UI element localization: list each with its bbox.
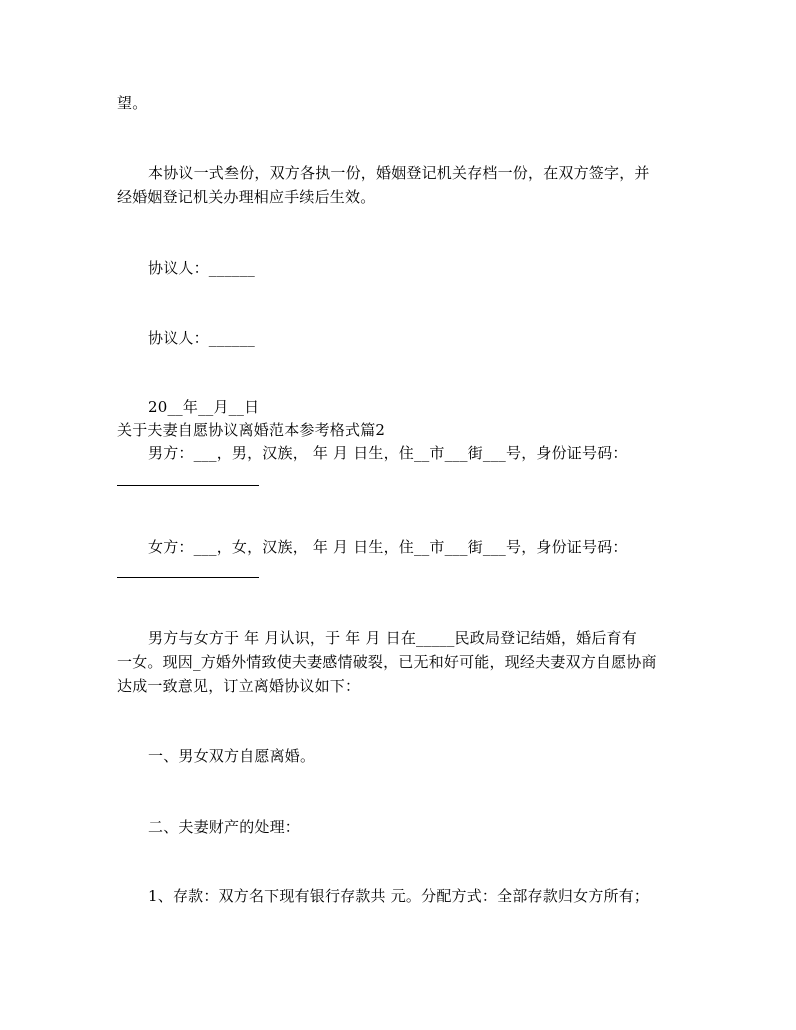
marriage-paragraph-line-1: 男方与女方于 年 月认识，于 年 月 日在_____民政局登记结婚，婚后育有 <box>148 629 637 647</box>
female-id-number-blank <box>117 577 259 578</box>
clause-two-heading: 二、夫妻财产的处理： <box>148 818 301 836</box>
male-party-info: 男方：___，男，汉族， 年 月 日生，住__市___街___号，身份证号码： <box>148 444 628 462</box>
paragraph-copies-line-2: 经婚姻登记机关办理相应手续后生效。 <box>117 188 376 206</box>
marriage-paragraph-line-2: 一女。现因_方婚外情致使夫妻感情破裂，已无和好可能，现经夫妻双方自愿协商 <box>117 653 657 671</box>
section-title: 关于夫妻自愿协议离婚范本参考格式篇2 <box>117 421 386 439</box>
clause-one: 一、男女双方自愿离婚。 <box>148 747 316 765</box>
paragraph-copies-line-1: 本协议一式叁份，双方各执一份，婚姻登记机关存档一份，在双方签字，并 <box>148 164 650 182</box>
paragraph-continuation: 望。 <box>117 94 148 112</box>
clause-two-item-savings: 1、存款：双方名下现有银行存款共 元。分配方式：全部存款归女方所有； <box>148 887 650 905</box>
date-line: 20__年__月__日 <box>148 398 260 416</box>
male-id-number-blank <box>117 485 259 486</box>
marriage-paragraph-line-3: 达成一致意见，订立离婚协议如下： <box>117 677 361 695</box>
signatory-line-1: 协议人：______ <box>148 259 256 277</box>
female-party-info: 女方：___，女，汉族， 年 月 日生，住__市___街___号，身份证号码： <box>148 538 628 556</box>
signatory-line-2: 协议人：______ <box>148 329 256 347</box>
